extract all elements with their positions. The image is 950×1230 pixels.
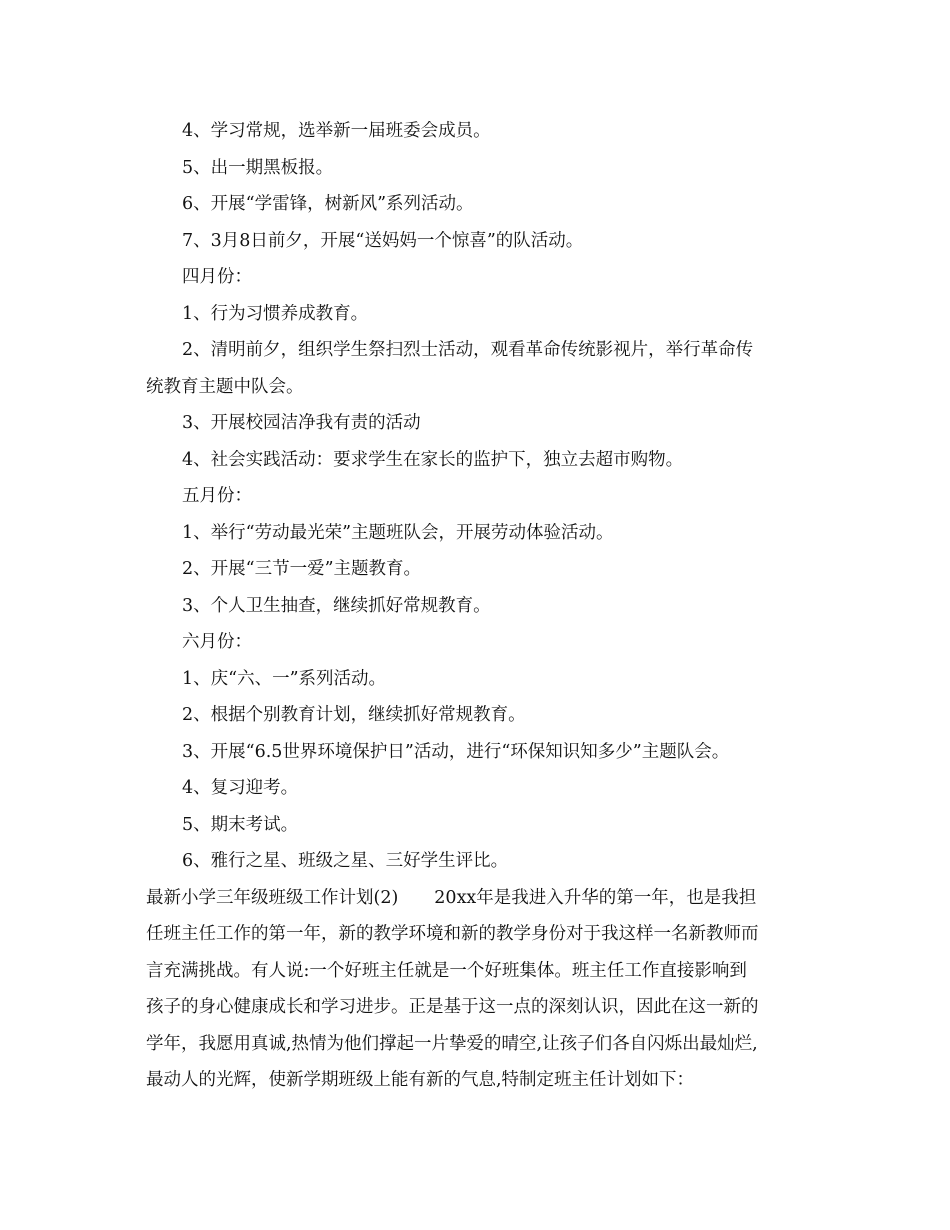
month-heading-may: 五月份：	[182, 486, 252, 506]
month-heading-april: 四月份：	[182, 267, 252, 287]
plan-item-continuation: 统教育主题中队会。	[146, 376, 304, 397]
document-body	[146, 113, 806, 1099]
plan-item: 3、开展“6.5世界环境保护日”活动，进行“环保知识知多少”主题队会。	[182, 741, 730, 762]
paragraph-line: 任班主任工作的第一年，新的教学环境和新的教学身份对于我这样一名新教师而	[146, 924, 759, 944]
plan-item: 5、出一期黑板报。	[182, 157, 334, 178]
plan-item: 3、个人卫生抽查，继续抓好常规教育。	[182, 595, 491, 616]
plan-item: 5、期末考试。	[182, 814, 299, 835]
paragraph-line: 最动人的光辉，使新学期班级上能有新的气息,特制定班主任计划如下：	[146, 1070, 695, 1090]
paragraph-line: 20xx年是我进入升华的第一年，也是我担	[434, 887, 757, 908]
plan-item: 7、3月8日前夕，开展“送妈妈一个惊喜”的队活动。	[182, 230, 584, 251]
plan-item: 1、庆“六、一”系列活动。	[182, 668, 387, 689]
plan-item: 4、复习迎考。	[182, 778, 299, 798]
plan-item: 1、行为习惯养成教育。	[182, 303, 369, 324]
paragraph-line: 孩子的身心健康成长和学习进步。正是基于这一点的深刻认识，因此在这一新的	[146, 997, 759, 1017]
plan-item: 1、举行“劳动最光荣”主题班队会，开展劳动体验活动。	[182, 522, 614, 543]
plan-item: 2、开展“三节一爱”主题教育。	[182, 559, 422, 579]
plan-item: 2、清明前夕，组织学生祭扫烈士活动，观看革命传统影视片，举行革命传	[182, 340, 754, 360]
plan-item: 6、开展“学雷锋，树新风”系列活动。	[182, 194, 474, 214]
paragraph-line: 言充满挑战。有人说:一个好班主任就是一个好班集体。班主任工作直接影响到	[146, 960, 747, 981]
section-2-title: 最新小学三年级班级工作计划(2)	[146, 887, 399, 908]
plan-item: 4、社会实践活动：要求学生在家长的监护下，独立去超市购物。	[182, 449, 684, 470]
plan-item: 4、学习常规，选举新一届班委会成员。	[182, 121, 491, 141]
plan-item: 6、雅行之星、班级之星、三好学生评比。	[182, 851, 509, 871]
month-heading-june: 六月份：	[182, 632, 252, 652]
plan-item: 2、根据个别教育计划，继续抓好常规教育。	[182, 705, 526, 725]
section-2-first-line	[146, 880, 806, 917]
paragraph-line: 学年，我愿用真诚,热情为他们撑起一片挚爱的晴空,让孩子们各自闪烁出最灿烂,	[146, 1033, 758, 1054]
plan-item: 3、开展校园洁净我有责的活动	[182, 413, 421, 433]
